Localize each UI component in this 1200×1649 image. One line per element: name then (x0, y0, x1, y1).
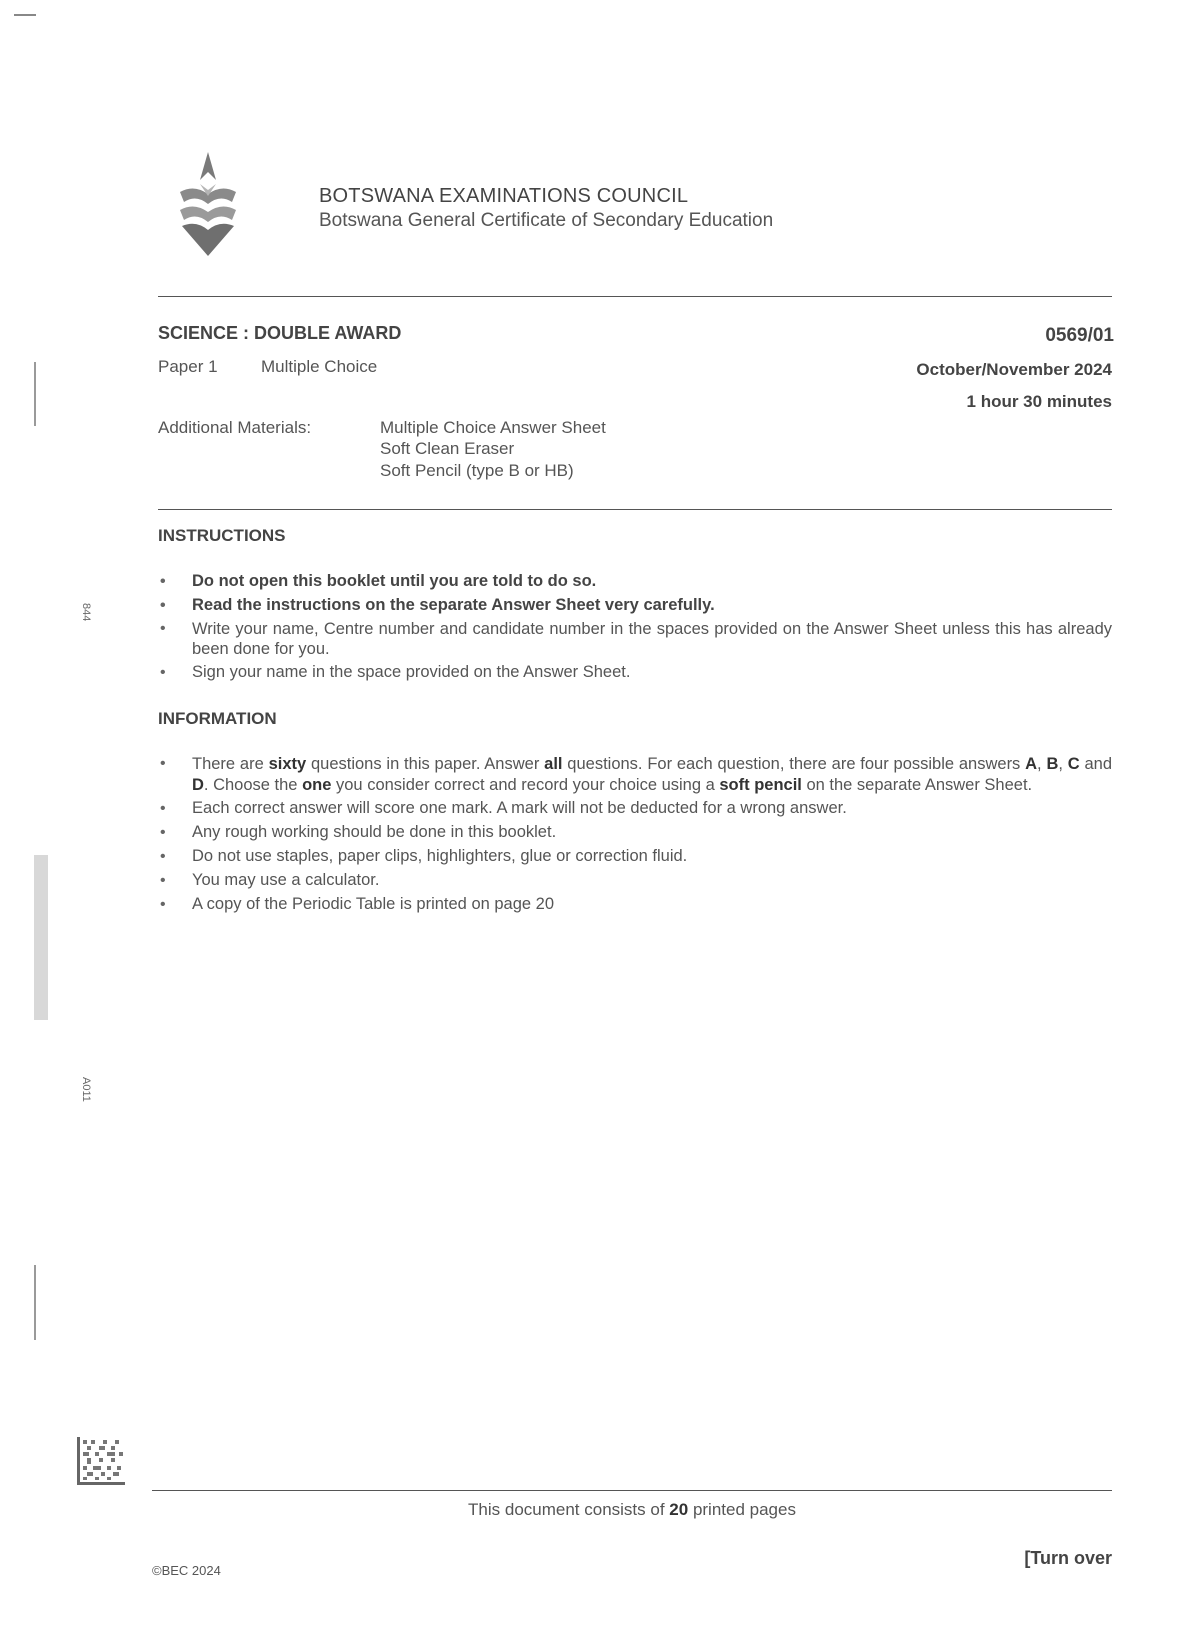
info-bold: all (544, 755, 563, 773)
subject-title: SCIENCE : DOUBLE AWARD (158, 323, 402, 343)
material-item: Soft Clean Eraser (380, 439, 515, 458)
page-count-number: 20 (669, 1500, 689, 1519)
header-divider (158, 296, 1112, 297)
council-name: BOTSWANA EXAMINATIONS COUNCIL (319, 185, 689, 207)
scan-side-strip (34, 855, 48, 1020)
info-bold: C (1067, 755, 1080, 773)
instructions-heading: INSTRUCTIONS (158, 526, 286, 545)
scan-mark (14, 14, 36, 16)
page-count-text (152, 1500, 1112, 1520)
material-item: Multiple Choice Answer Sheet (380, 418, 606, 437)
information-item (158, 754, 1112, 795)
info-text: on the separate Answer Sheet. (801, 775, 1033, 794)
information-item: • Do not use staples, paper clips, highlighters, glue or correction fluid. (158, 846, 1112, 867)
page-count-t1: This document consists of (468, 1500, 670, 1519)
info-text: questions in this paper. Answer (306, 755, 545, 773)
exam-session: October/November 2024 (916, 360, 1112, 379)
page-count (152, 1500, 1112, 1520)
copyright: ©BEC 2024 (152, 1563, 221, 1578)
info-bold: D (192, 775, 204, 794)
info-bold: one (302, 775, 332, 794)
materials-divider (158, 509, 1112, 510)
information-item: • A copy of the Periodic Table is printed on page 20 (158, 894, 1112, 915)
footer-divider (152, 1490, 1112, 1491)
instruction-item: • Read the instructions on the separate Answer Sheet very carefully. (158, 595, 1112, 616)
scan-edge-line (34, 1265, 36, 1340)
material-item: Soft Pencil (type B or HB) (380, 461, 574, 480)
barcode-icon (77, 1437, 125, 1485)
info-text: questions. For each question, there are four possible answers (562, 755, 1026, 773)
paper-code: 0569/01 (1045, 325, 1114, 346)
info-text: , (1037, 755, 1047, 773)
exam-duration: 1 hour 30 minutes (966, 392, 1112, 411)
info-text: and (1079, 755, 1113, 773)
council-subtitle: Botswana General Certificate of Secondary Education (319, 210, 774, 231)
info-bold: sixty (268, 755, 307, 773)
additional-materials-label: Additional Materials: (158, 418, 312, 437)
margin-code: A011 (80, 1077, 92, 1102)
paper-number: Paper 1 (158, 357, 218, 376)
info-text: you consider correct and record your choice using a (331, 775, 720, 794)
information-list (158, 754, 1112, 918)
info-bold: B (1046, 755, 1059, 773)
bec-logo (172, 150, 244, 260)
page-count-t2: printed pages (688, 1500, 796, 1519)
scan-edge-line (34, 362, 36, 426)
margin-code: 844 (80, 603, 92, 622)
paper-type: Multiple Choice (261, 357, 378, 376)
info-text: , (1058, 755, 1068, 773)
information-item: • You may use a calculator. (158, 870, 1112, 891)
info-text: There are (192, 755, 269, 773)
info-bold: soft pencil (719, 775, 802, 794)
instruction-item: • Write your name, Centre number and candidate number in the spaces provided on the Answer Sheet unless this has already been done for you. (158, 619, 1112, 659)
information-heading: INFORMATION (158, 709, 277, 728)
information-item: • Each correct answer will score one mark. A mark will not be deducted for a wrong answer. (158, 798, 1112, 819)
turn-over: [Turn over (1024, 1548, 1112, 1568)
info-text: . Choose the (203, 775, 303, 794)
instructions-list (158, 571, 1112, 686)
info-bold: A (1025, 755, 1038, 773)
instruction-item: • Do not open this booklet until you are told to do so. (158, 571, 1112, 592)
instruction-item: • Sign your name in the space provided on the Answer Sheet. (158, 662, 1112, 683)
information-item: • Any rough working should be done in this booklet. (158, 822, 1112, 843)
